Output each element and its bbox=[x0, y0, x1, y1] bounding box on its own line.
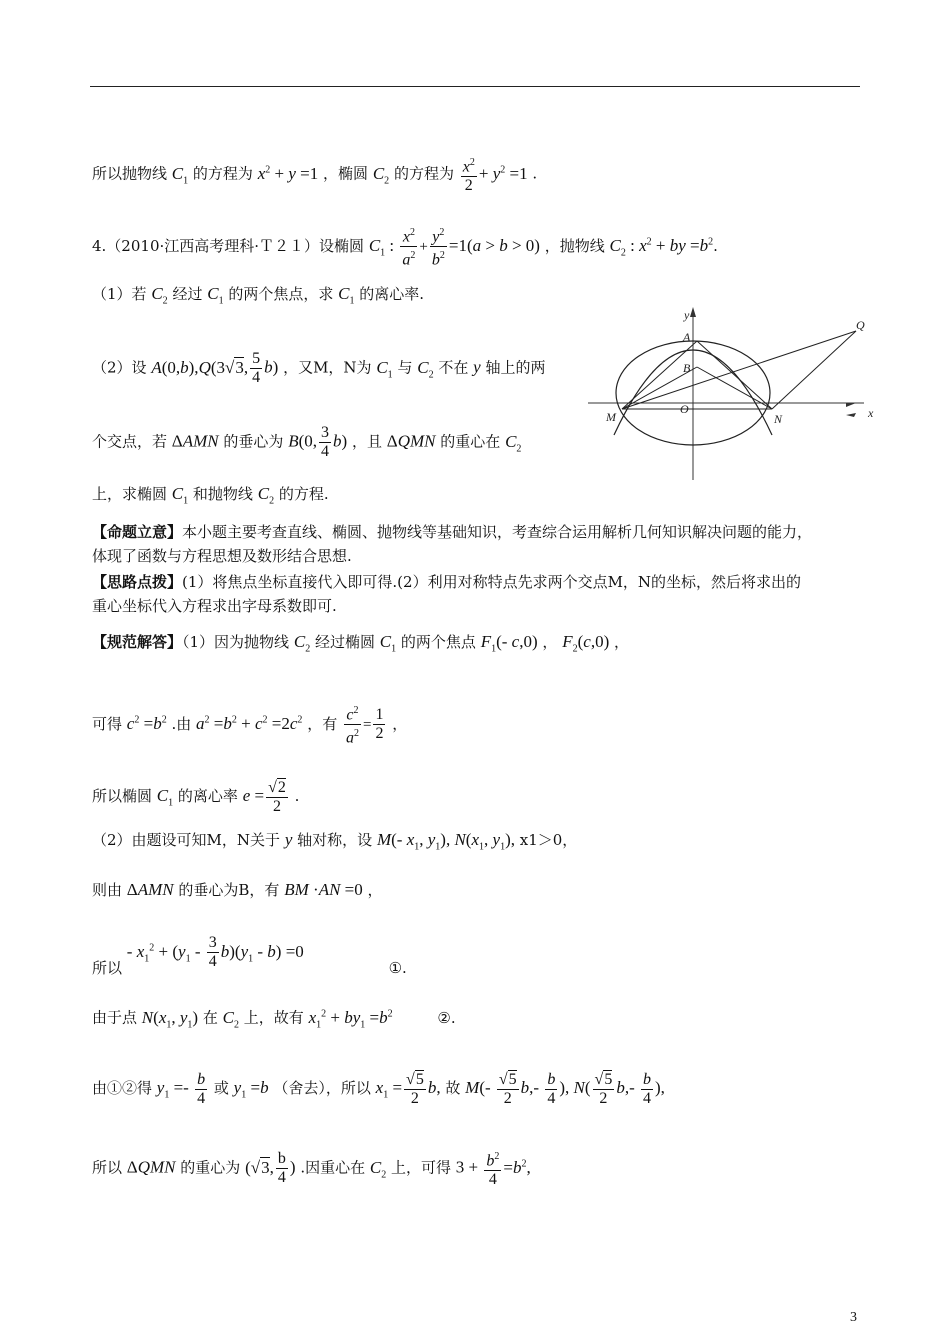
text-line-5: 个交点，若 ΔAMN 的垂心为 B(0, $\frac{3}{4}$ b) ，且 ΔQMN 的重心在 $C_2$ bbox=[92, 424, 522, 460]
text-line-13: 由①②得 $y_1$ =- $\frac{b}{4}$ 或 $y_1 =b$ （舍去），所以 $x_1$ = $\frac{√5}{2}$ b, 故 M(- $\frac{√5}{2}$ b,- $\frac{b}{4}$ ), N( $\frac{√5}{2}$ b,- $\frac{b}{4}$ ), bbox=[92, 1070, 665, 1107]
segment-mq bbox=[622, 331, 856, 409]
text-line-3: （1）若 $C_2$ 经过 $C_1$ 的两个焦点，求 $C_1$ 的离心率. bbox=[92, 284, 425, 307]
text-line-7: 可得 $c^2 =b^2$ .由 $a^2 =b^2 + c^2 =2c^2$ ，有 $\frac{c^2}{a^2}$ = $\frac{1}{2}$ ， bbox=[92, 702, 407, 748]
text-line-6: 上，求椭圆 $C_1$ 和抛物线 $C_2$ 的方程. bbox=[92, 484, 329, 507]
label-y: y bbox=[684, 308, 690, 322]
segment-an bbox=[697, 341, 772, 409]
label-q: Q bbox=[856, 318, 865, 332]
segment-am bbox=[622, 341, 697, 409]
label-o: O bbox=[680, 402, 689, 416]
label-x: x bbox=[868, 406, 874, 420]
text-line-10: 则由 ΔAMN 的垂心为B，有 BM ·AN =0 ， bbox=[92, 880, 383, 899]
ellipse-figure bbox=[588, 305, 878, 483]
text-line-8: 所以椭圆 $C_1$ 的离心率 e = $\frac{√2}{2}$ . bbox=[92, 779, 300, 815]
text-line-14: 所以 ΔQMN 的重心为 (√3, $\frac{b}{4}$ ) .因重心在 $C_2$ 上，可得 3 + $\frac{b^2}{4}$ $=b^2$, bbox=[92, 1148, 531, 1189]
text-line-11: 所以 - $x_1^2 + (y_1$ - $\frac{3}{4}$ $b)(y_1 - b) =0$ ①. bbox=[92, 934, 407, 977]
text-line-9: （2）由题设可知M，N关于 y 轴对称，设 M(- $x_1$, $y_1$), $N(x_1$, $y_1$), x1＞0， bbox=[92, 830, 578, 853]
mingti-line-2: 体现了函数与方程思想及数形结合思想. bbox=[92, 547, 352, 565]
label-b: B bbox=[683, 361, 691, 375]
x-axis-arrow bbox=[846, 403, 856, 407]
text-line-12: 由于点 $N(x_1$, $y_1$) 在 $C_2$ 上，故有 $x_1^2 + by_1 =b^2$ ②. bbox=[92, 1007, 456, 1031]
mingti-line-1: 【命题立意】本小题主要考查直线、椭圆、抛物线等基础知识，考查综合运用解析几何知识解决问题的能力， bbox=[92, 523, 813, 541]
text-line-2: 4.（2010·江西高考理科·Ｔ２１）设椭圆 $C_1$ : $\frac{x^2}{a^2}$ + $\frac{y^2}{b^2}$ =1(a > b > 0) ，抛物线 $C_2$ : $x^2$ + by $=b^2$. bbox=[92, 224, 718, 270]
label-n: N bbox=[774, 412, 783, 426]
y-axis-arrow bbox=[690, 307, 696, 317]
silu-line-2: 重心坐标代入方程求出字母系数即可. bbox=[92, 597, 337, 615]
label-a: A bbox=[683, 330, 691, 344]
guifan-line: 【规范解答】（1）因为抛物线 $C_2$ 经过椭圆 $C_1$ 的两个焦点 $F_1(-$ c,0) ， $F_2(c,0)$ ， bbox=[92, 632, 630, 655]
text-line-4: （2）设 A(0,b),Q(3√3, $\frac{5}{4}$ b) ，又M，N为 $C_1$ 与 $C_2$ 不在 y 轴上的两 bbox=[92, 350, 546, 386]
segment-nq bbox=[772, 331, 856, 409]
page-number: 3 bbox=[850, 1310, 857, 1325]
label-m: M bbox=[606, 410, 616, 424]
text-line-1: 所以抛物线 $C_1$ 的方程为 $x^2 + y =1$ ，椭圆 $C_2$ 的方程为 $\frac{x^2}{2}$ + $y^2 =1$ . bbox=[92, 154, 537, 195]
silu-line-1: 【思路点拨】(1）将焦点坐标直接代入即可得.(2）利用对称特点先求两个交点M，N的坐标，然后将求出的 bbox=[92, 573, 802, 591]
header-rule bbox=[90, 86, 860, 87]
